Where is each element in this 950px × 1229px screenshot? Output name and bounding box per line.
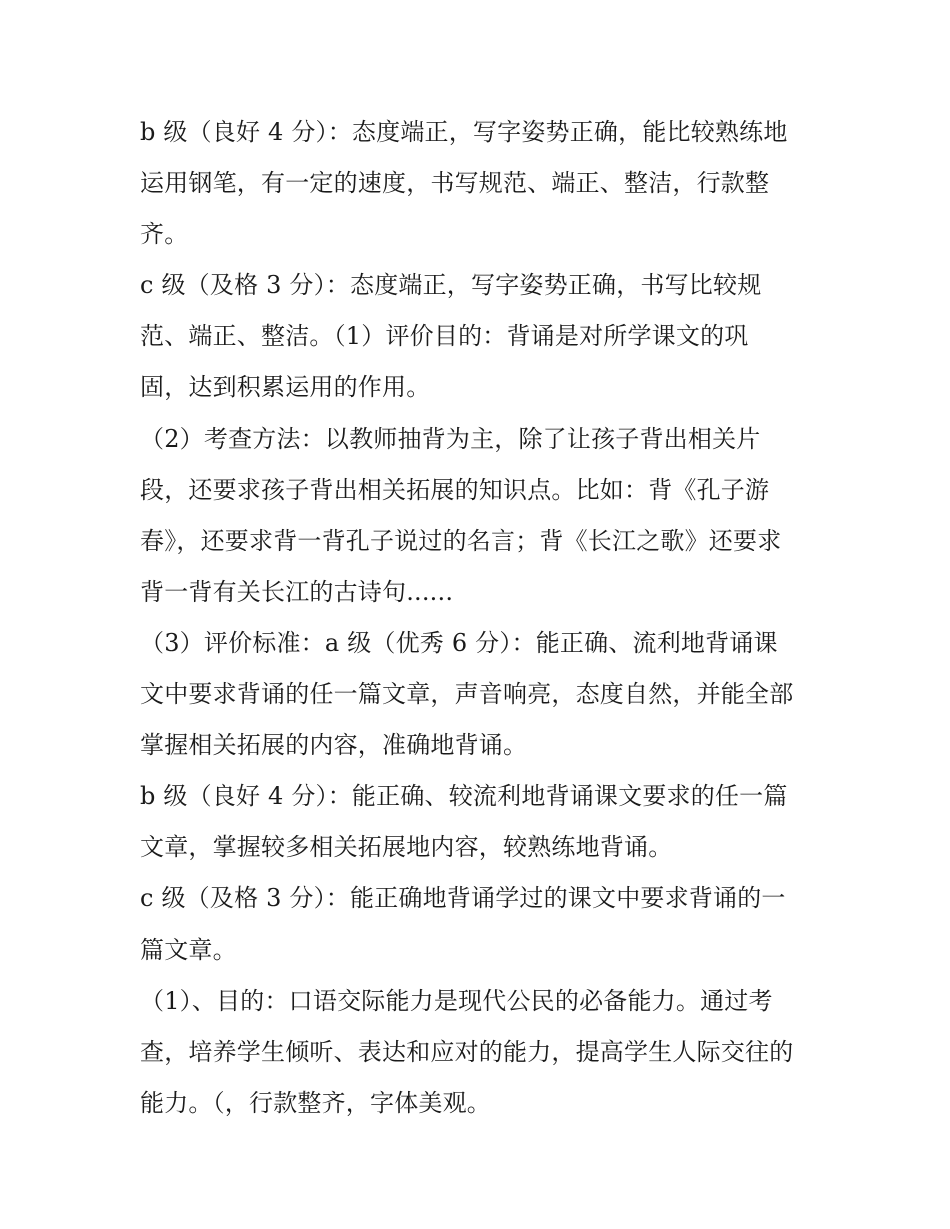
text-line: c 级（及格 3 分）：态度端正，写字姿势正确，书写比较规 xyxy=(140,271,762,300)
text-line: 掌握相关拓展的内容，准确地背诵。 xyxy=(140,731,528,760)
text-line: 段，还要求孩子背出相关拓展的知识点。比如：背《孔子游 xyxy=(140,475,770,504)
text-line: 春》，还要求背一背孔子说过的名言；背《长江之歌》还要求 xyxy=(140,526,782,555)
text-line: 齐。 xyxy=(140,220,189,249)
text-line: 背一背有关长江的古诗句...... xyxy=(140,577,454,606)
document-body xyxy=(140,107,820,1129)
text-line: b 级（良好 4 分）：能正确、较流利地背诵课文要求的任一篇 xyxy=(140,782,788,811)
text-line: 固，达到积累运用的作用。 xyxy=(140,373,431,402)
text-line: （1）、目的：口语交际能力是现代公民的必备能力。通过考 xyxy=(140,986,773,1015)
text-line: 文中要求背诵的任一篇文章，声音响亮，态度自然，并能全部 xyxy=(140,680,794,709)
text-line: c 级（及格 3 分）：能正确地背诵学过的课文中要求背诵的一 xyxy=(140,884,786,913)
text-line: 查，培养学生倾听、表达和应对的能力，提高学生人际交往的 xyxy=(140,1037,794,1066)
text-line: 范、端正、整洁。（1）评价目的：背诵是对所学课文的巩 xyxy=(140,322,749,351)
text-line: 能力。（，行款整齐，字体美观。 xyxy=(140,1088,491,1117)
text-line: （2）考查方法：以教师抽背为主，除了让孩子背出相关片 xyxy=(140,424,761,453)
text-line: 运用钢笔，有一定的速度，书写规范、端正、整洁，行款整 xyxy=(140,169,770,198)
text-line: 文章，掌握较多相关拓展地内容，较熟练地背诵。 xyxy=(140,833,673,862)
text-line: b 级（良好 4 分）：态度端正，写字姿势正确，能比较熟练地 xyxy=(140,118,788,146)
text-line: 篇文章。 xyxy=(140,935,237,964)
text-line: （3）评价标准：a 级（优秀 6 分）：能正确、流利地背诵课 xyxy=(140,628,778,657)
